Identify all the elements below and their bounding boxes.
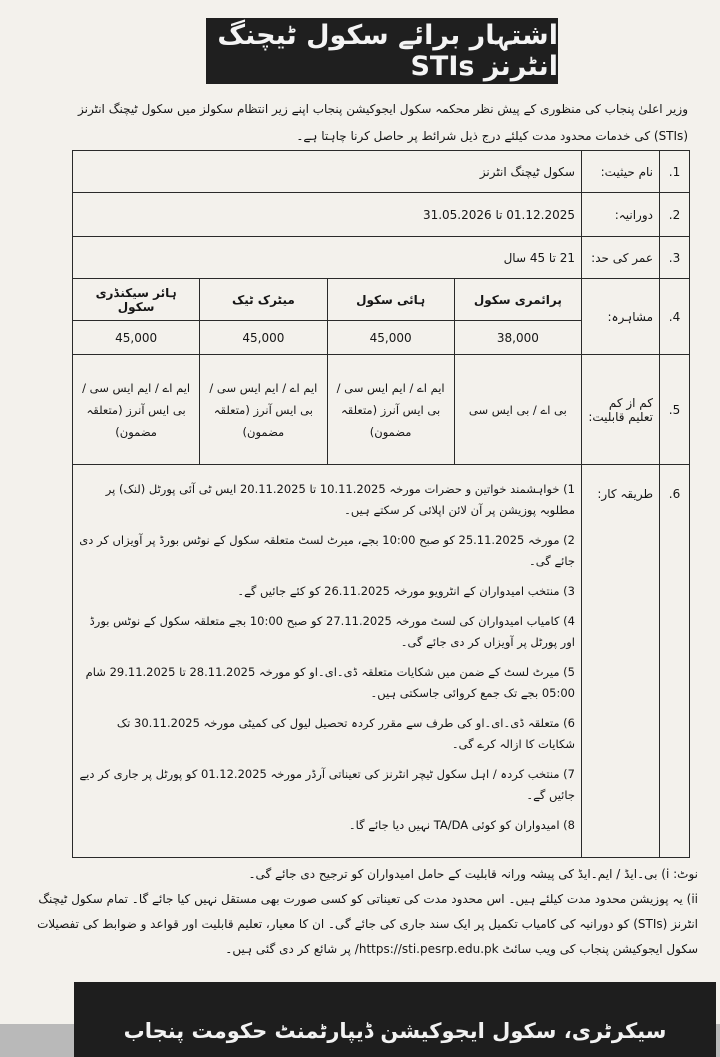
ad-title: اشتہار برائے سکول ٹیچنگ انٹرنز STIs xyxy=(206,18,558,84)
row-label: طریقہ کار: xyxy=(582,465,660,858)
salary-value: 45,000 xyxy=(327,321,454,355)
procedure-item: 8) امیدواران کو کوئی TA/DA نہیں دیا جائے گا۔ xyxy=(348,818,575,832)
salary-header: ہائر سیکنڈری سکول xyxy=(73,279,200,321)
row-qualification xyxy=(73,355,690,465)
notes-section xyxy=(18,862,698,962)
salary-value: 38,000 xyxy=(454,321,581,355)
conditions-table xyxy=(72,150,690,858)
procedure-cell xyxy=(73,465,582,858)
qualification-cell: ایم اے / ایم ایس سی / بی ایس آنرز (متعلقہ مضمون) xyxy=(73,355,200,465)
procedure-item: 7) منتخب کردہ / اہل سکول ٹیچر انٹرنز کی تعیناتی آرڈر مورخہ 01.12.2025 کو پورٹل پر جاری کر دیے جائیں گے۔ xyxy=(79,767,575,802)
salary-header: پرائمری سکول xyxy=(454,279,581,321)
row-label: عمر کی حد: xyxy=(582,237,660,279)
qualification-cell: بی اے / بی ایس سی xyxy=(454,355,581,465)
row-number: 6. xyxy=(660,465,690,858)
row-label: نام حیثیت: xyxy=(582,151,660,193)
row-number: 4. xyxy=(660,279,690,355)
procedure-item: 1) خواہشمند خواتین و حضرات مورخہ 10.11.2025 تا 20.11.2025 ایس ٹی آئی پورٹل (لنک) پر مطلوبہ پوزیشن پر آن لائن اپلائی کر سکتے ہیں۔ xyxy=(105,482,575,517)
row-number: 2. xyxy=(660,193,690,237)
note-2: ii) یہ پوزیشن محدود مدت کیلئے ہیں۔ اس محدود مدت کی تعیناتی کو کسی صورت بھی مستقل نہیں کیا جائے گا۔ تمام سکول ٹیچنگ انٹرنز (STIs) کو دورانیہ کی کامیاب تکمیل پر ایک سند جاری کی جائے گی۔ ان کا معیار، تعلیم قابلیت اور قواعد و ضوابط کی تفصیلات سکول ایجوکیشن پنجاب کی ویب سائٹ https://sti.pesrp.edu.pk/ پر شائع کر دی گئی ہیں۔ xyxy=(37,892,698,956)
row-procedure xyxy=(73,465,690,858)
procedure-item: 6) متعلقہ ڈی۔ای۔او کی طرف سے مقرر کردہ تحصیل لیول کی کمیٹی مورخہ 30.11.2025 تک شکایات کا ازالہ کرے گی۔ xyxy=(116,716,575,751)
row-value: 01.12.2025 تا 31.05.2026 xyxy=(73,193,582,237)
qualification-cell: ایم اے / ایم ایس سی / بی ایس آنرز (متعلقہ مضمون) xyxy=(327,355,454,465)
row-value: سکول ٹیچنگ انٹرنز xyxy=(73,151,582,193)
procedure-list xyxy=(79,479,575,836)
procedure-item: 2) مورخہ 25.11.2025 کو صبح 10:00 بجے، میرٹ لسٹ متعلقہ سکول کے نوٹس بورڈ پر آویزاں کر دی جائے گی۔ xyxy=(79,533,575,568)
row-age-limit xyxy=(73,237,690,279)
row-value: 21 تا 45 سال xyxy=(73,237,582,279)
procedure-item: 5) میرٹ لسٹ کے ضمن میں شکایات متعلقہ ڈی۔ای۔او کو مورخہ 28.11.2025 تا 29.11.2025 شام 05:00 بجے تک جمع کروائی جاسکتی ہیں۔ xyxy=(85,665,575,700)
row-label: مشاہرہ: xyxy=(582,279,660,355)
row-number: 3. xyxy=(660,237,690,279)
row-label: دورانیہ: xyxy=(582,193,660,237)
issuer-footer: سیکرٹری، سکول ایجوکیشن ڈیپارٹمنٹ حکومت پنجاب xyxy=(74,982,716,1057)
row-salary-headers xyxy=(73,279,690,321)
note-1: نوٹ: i) بی۔ایڈ / ایم۔ایڈ کی پیشہ ورانہ قابلیت کے حامل امیدواران کو ترجیح دی جائے گی۔ xyxy=(248,867,698,881)
salary-header: میٹرک ٹیک xyxy=(200,279,327,321)
row-label: کم از کم تعلیم قابلیت: xyxy=(582,355,660,465)
row-number: 1. xyxy=(660,151,690,193)
salary-value: 45,000 xyxy=(73,321,200,355)
salary-header: ہائی سکول xyxy=(327,279,454,321)
intro-paragraph: وزیر اعلیٰ پنجاب کی منظوری کے پیش نظر محکمہ سکول ایجوکیشن پنجاب اپنے زیر انتظام سکولز میں سکول ٹیچنگ انٹرنز (STIs) کی خدمات محدود مدت کیلئے درج ذیل شرائط پر حاصل کرنا چاہتا ہے۔ xyxy=(78,102,688,143)
row-duration xyxy=(73,193,690,237)
row-designation xyxy=(73,151,690,193)
procedure-item: 4) کامیاب امیدواران کی لسٹ مورخہ 27.11.2025 کو صبح 10:00 بجے متعلقہ سکول کے نوٹس بورڈ اور پورٹل پر آویزاں کر دی جائے گی۔ xyxy=(89,614,575,649)
qualification-cell: ایم اے / ایم ایس سی / بی ایس آنرز (متعلقہ مضمون) xyxy=(200,355,327,465)
salary-value: 45,000 xyxy=(200,321,327,355)
procedure-item: 3) منتخب امیدواران کے انٹرویو مورخہ 26.11.2025 کو کئے جائیں گے۔ xyxy=(237,584,575,598)
row-number: 5. xyxy=(660,355,690,465)
